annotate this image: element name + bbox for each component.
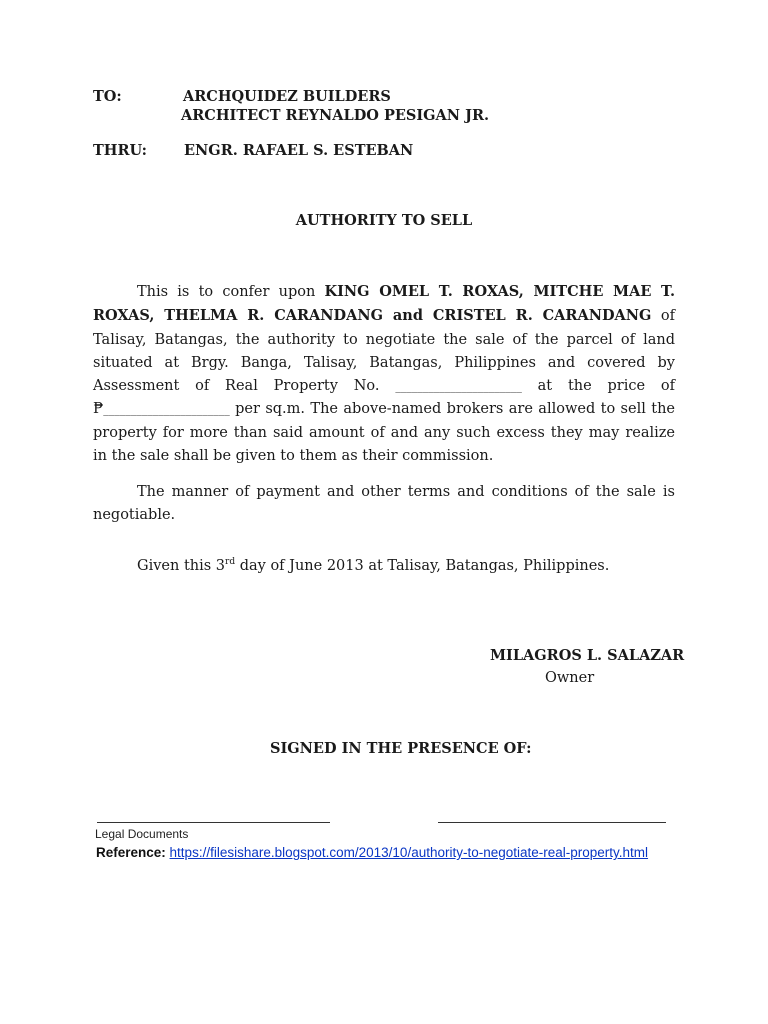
thru-label: THRU: xyxy=(93,142,148,159)
para1-intro: This is to confer upon xyxy=(137,284,325,300)
thru-value: ENGR. RAFAEL S. ESTEBAN xyxy=(184,142,414,159)
given-post: day of June 2013 at Talisay, Batangas, Philippines. xyxy=(235,557,610,574)
reference-label: Reference: xyxy=(96,845,166,860)
reference-block xyxy=(93,843,653,862)
witness-signature-line-1 xyxy=(97,821,330,823)
signatory-role: Owner xyxy=(545,670,595,686)
assessment-number-blank: _______________________ xyxy=(395,380,522,394)
given-pre: Given this 3 xyxy=(137,557,226,574)
footer-category: Legal Documents xyxy=(95,827,189,841)
para1-text2: at the price of ₱ xyxy=(93,378,675,418)
para1-text1: of Talisay, Batangas, the authority to negotiate the sale of the parcel of land situated at Brgy. Banga, Talisay, Batangas, Philippines and covered by Assessment of Real Property No. xyxy=(93,308,675,395)
witness-signature-line-2 xyxy=(438,821,666,823)
price-blank: _______________________ xyxy=(103,403,230,417)
para1-text3: per sq.m. The above-named brokers are allowed to sell the property for more than said amount of and any such excess they may realize in the sale shall be given to them as their commission. xyxy=(93,401,675,465)
paragraph-given-date xyxy=(93,551,675,578)
broker-names: KING OMEL T. ROXAS, MITCHE MAE T. ROXAS, THELMA R. CARANDANG and CRISTEL R. CARANDANG xyxy=(93,283,675,325)
signatory-name: MILAGROS L. SALAZAR xyxy=(490,647,685,664)
paragraph-authority xyxy=(93,280,675,468)
to-line-1: ARCHQUIDEZ BUILDERS xyxy=(183,88,391,105)
document-title: AUTHORITY TO SELL xyxy=(295,212,473,229)
given-sup: rd xyxy=(225,557,236,567)
reference-link[interactable]: https://filesishare.blogspot.com/2013/10/authority-to-negotiate-real-property.html xyxy=(169,845,649,860)
to-line-2: ARCHITECT REYNALDO PESIGAN JR. xyxy=(181,107,490,124)
to-label: TO: xyxy=(93,88,122,105)
paragraph-payment-terms: The manner of payment and other terms and conditions of the sale is negotiable. xyxy=(93,484,675,524)
witness-heading: SIGNED IN THE PRESENCE OF: xyxy=(270,740,532,757)
